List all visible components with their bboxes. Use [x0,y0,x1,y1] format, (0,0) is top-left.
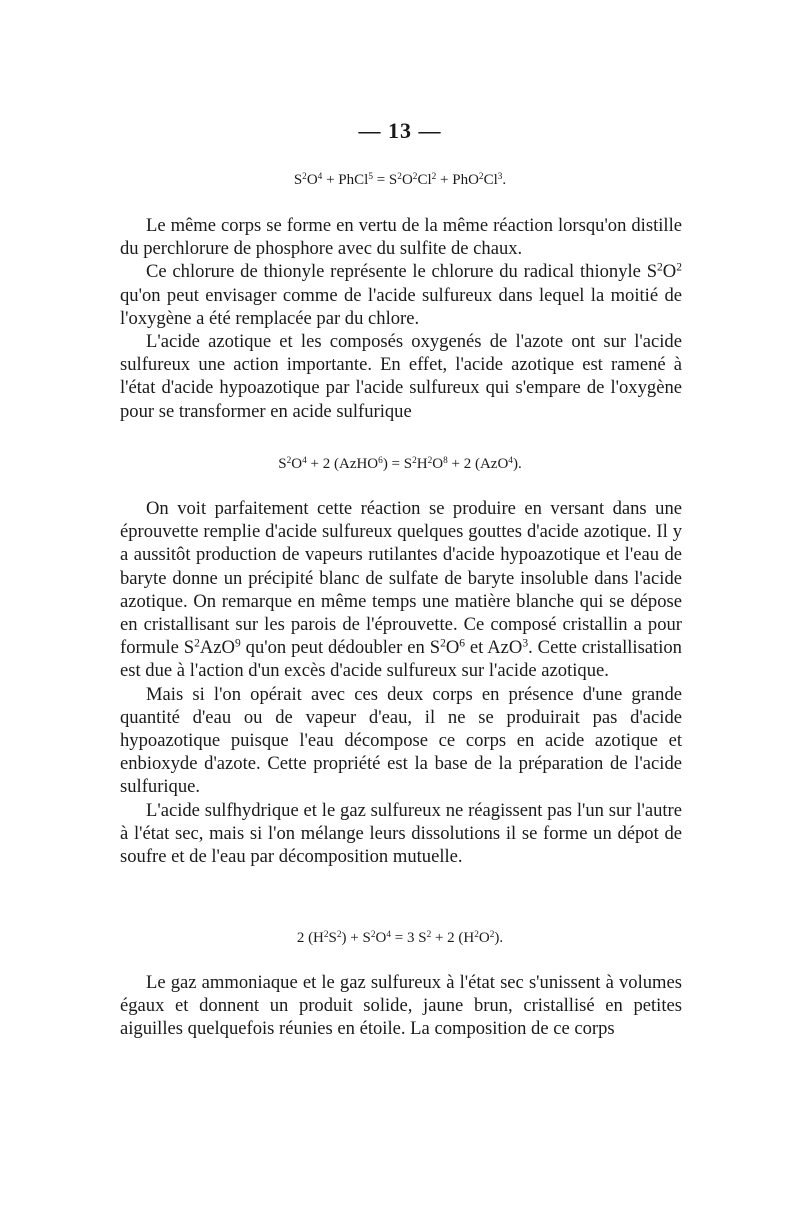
superscript-index: 2 [286,455,292,466]
paragraph-eprouvette: On voit parfaitement cette réaction se produire en versant dans une éprouvette remplie d'acide sulfureux quelques gouttes d'acide azotique. Il y a aussitôt production de vapeurs rutilantes d'acide hypoazotique et l'eau de baryte donne un précipité blanc de sulfate de baryte insoluble dans l'acide azotique. On remarque en même temps une matière blanche qui se dépose en cristallisant sur les parois de l'éprouvette. Ce composé cristallin a pour formule $S^2AzO^9$ qu'on peut dédoubler en $S^2O^6$ et AzO$^3$. Cette cristallisation est due à l'action d'un excès d'acide sulfureux sur l'acide azotique. [120,498,682,682]
paragraph-sulfhydric-acid: L'acide sulfhydrique et le gaz sulfureux ne réagissent pas l'un sur l'autre à l'état sec, mais si l'on mélange leurs dissolutions il se forme un dépot de soufre et de l'eau par décomposition mutuelle. [120,799,682,868]
superscript-index: 6 [378,455,383,466]
superscript-index: 9 [234,637,241,650]
text-block-3 [120,971,682,1041]
superscript-index: 2 [676,262,682,275]
superscript-index: 4 [386,929,391,940]
paragraph-thionyl-radical: Ce chlorure de thionyle représente le chlorure du radical thionyle $S^2O^2$ qu'on peut envisager comme de l'acide sulfureux dans lequel la moitié de l'oxygène a été remplacée par du chlore. [120,261,682,329]
superscript-index: 4 [508,455,513,466]
superscript-index: 3 [522,637,529,650]
superscript-index: 2 [478,171,484,182]
superscript-index: 2 [489,929,495,940]
superscript-index: 4 [302,455,307,466]
superscript-index: 4 [317,171,323,182]
superscript-index: 2 [370,929,376,940]
text-block-2 [120,497,682,868]
superscript-index: 2 [323,929,329,940]
paragraph-water-vapour: Mais si l'on opérait avec ces deux corps en présence d'une grande quantité d'eau ou de vapeur d'eau, il ne se produirait pas d'acide hypoazotique puisque l'eau décompose ce corps en acide azotique et enbioxyde d'azote. Cette propriété est la base de la préparation de l'acide sulfurique. [120,683,682,798]
paragraph-ammonia: Le gaz ammoniaque et le gaz sulfureux à l'état sec s'unissent à volumes égaux et donnent un produit solide, jaune brun, cristallisé en petites aiguilles quelquefois réunies en étoile. La composition de ce corps [120,972,682,1040]
superscript-index: 2 [426,929,432,940]
page-number: — 13 — [358,118,442,143]
superscript-index: 2 [336,929,342,940]
superscript-index: 2 [474,929,479,940]
formula-sulfuric-acid: $S^2O^4 + 2$ (AzHO$^6$) = $S^2H^2O^8 + 2$ (AzO$^4$). [278,455,522,472]
superscript-index: 3 [497,171,503,182]
formula-thionyl-chloride: $S^2O^4$ + PhCl$^5$ = $S^2O^2Cl^2 + PhO^2Cl^3$. [293,171,507,188]
superscript-index: 2 [412,455,417,466]
superscript-index: 2 [657,262,663,275]
superscript-index: 5 [368,171,373,182]
superscript-index: 2 [194,637,200,650]
superscript-index: 2 [397,171,402,182]
text-block-1 [120,214,682,423]
superscript-index: 2 [302,171,307,182]
paragraph-distillation: Le même corps se forme en vertu de la même réaction lorsqu'on distille du perchlorure de phosphore avec du sulfite de chaux. [120,215,682,260]
superscript-index: 2 [431,171,437,182]
formula-sulfur-deposit: 2 $(H^2S^2) + S^2O^4 = 3$ $S^2 + 2$ $(H^2O^2)$. [296,929,504,946]
superscript-index: 6 [459,637,466,650]
superscript-index: 2 [440,637,446,650]
superscript-index: 2 [427,455,433,466]
superscript-index: 8 [443,455,448,466]
paragraph-azotic-acid: L'acide azotique et les composés oxygenés de l'azote ont sur l'acide sulfureux une action importante. En effet, l'acide azotique est ramené à l'état d'acide hypoazotique par l'acide sulfureux qui s'empare de l'oxygène pour se transformer en acide sulfurique [120,331,682,422]
superscript-index: 2 [412,171,418,182]
